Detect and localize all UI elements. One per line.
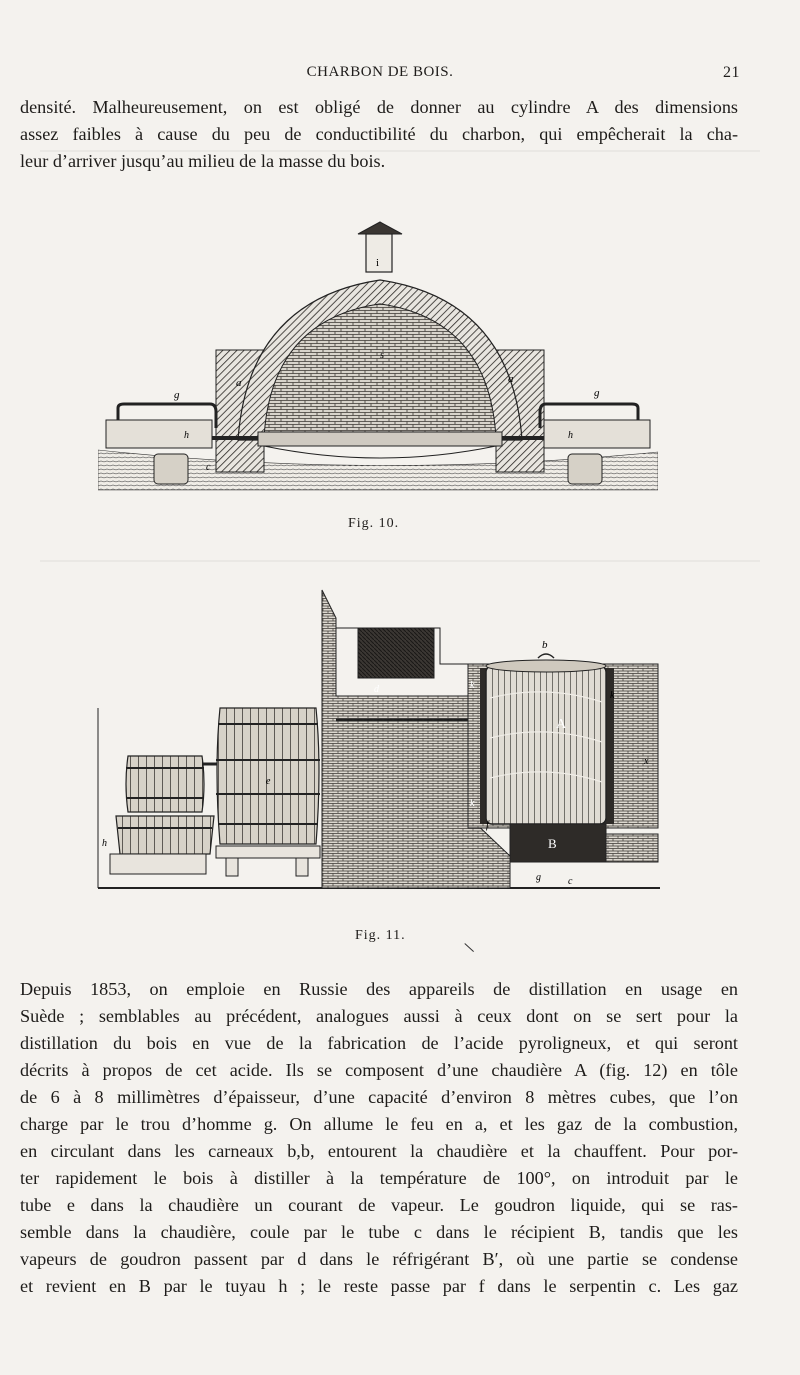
label-g: g: [536, 872, 541, 883]
label-h: h: [102, 838, 107, 849]
running-head: [20, 64, 740, 88]
label-f: f: [486, 820, 489, 831]
text-line: vapeurs de goudron passent par d dans le réfrigérant B′, où une partie se condense: [20, 1249, 738, 1269]
top-paragraph: [20, 94, 738, 175]
label-h-left: h: [184, 430, 189, 441]
text-line: densité. Malheureusement, on est obligé de donner au cylindre A des dimensions: [20, 97, 738, 117]
text-line: distillation du bois en vue de la fabrication de l’acide pyroligneux, et qui seront: [20, 1033, 738, 1053]
barrel-small: [116, 756, 226, 854]
label-c: c: [206, 462, 211, 473]
text-line: semble dans la chaudière, coule par le tube c dans le récipient B, tandis que les: [20, 1222, 738, 1242]
text-line: ter rapidement le bois à distiller à la température de 100°, on introduit par le: [20, 1168, 738, 1188]
text-line: Depuis 1853, on emploie en Russie des appareils de distillation en usage en: [20, 979, 738, 999]
label-e: e: [266, 776, 271, 787]
label-a-right: a: [508, 373, 514, 385]
text-line: leur d’arriver jusqu’au milieu de la masse du bois.: [20, 151, 386, 171]
label-g-left: g: [174, 389, 180, 401]
label-c: c: [568, 876, 573, 887]
label-g-right: g: [594, 387, 600, 399]
label-k-3: k: [470, 798, 475, 809]
label-a-left: a: [236, 377, 242, 389]
stray-mark: \: [463, 939, 476, 957]
text-line: décrits à propos de cet acide. Ils se composent d’une chaudière A (fig. 12) en tôle: [20, 1060, 738, 1080]
text-line: tube e dans la chaudière un courant de vapeur. Le goudron liquide, qui se ras-: [20, 1195, 738, 1215]
label-b: b: [542, 639, 548, 651]
page-number: 21: [723, 64, 740, 81]
bottom-paragraph: [20, 976, 738, 1300]
text-line: en circulant dans les carneaux b,b, entourent la chaudière et la chauffent. Pour por-: [20, 1141, 738, 1161]
text-line: charge par le trou d’homme g. On allume le feu en a, et les gaz de la combustion,: [20, 1114, 738, 1134]
label-k-1: k: [470, 680, 475, 691]
figure-10-caption: Fig. 10.: [348, 516, 400, 531]
label-x: x: [644, 756, 649, 767]
show-through: [40, 560, 760, 562]
text-line: de 6 à 8 millimètres d’épaisseur, d’une capacité d’environ 8 mètres cubes, que l’on: [20, 1087, 738, 1107]
figure-11-caption: Fig. 11.: [355, 928, 406, 943]
label-h-right: h: [568, 430, 573, 441]
running-title: CHARBON DE BOIS.: [306, 64, 454, 80]
figure-10-furnace: [98, 220, 658, 510]
text-line: assez faibles à cause du peu de conductibilité du charbon, qui empêcherait la cha-: [20, 124, 738, 144]
label-s: s: [380, 350, 384, 361]
label-B: B: [548, 836, 557, 851]
label-d: d: [374, 684, 379, 695]
text-line: Suède ; semblables au précédent, analogues aussi à ceux dont on se sert pour la: [20, 1006, 738, 1026]
figure-11-apparatus: [90, 588, 670, 908]
text-line: et revient en B par le tuyau h ; le reste passe par f dans le serpentin c. Les gaz: [20, 1276, 738, 1296]
label-i: i: [376, 257, 380, 269]
label-k-2: k: [610, 690, 615, 701]
label-A: A: [556, 717, 567, 732]
